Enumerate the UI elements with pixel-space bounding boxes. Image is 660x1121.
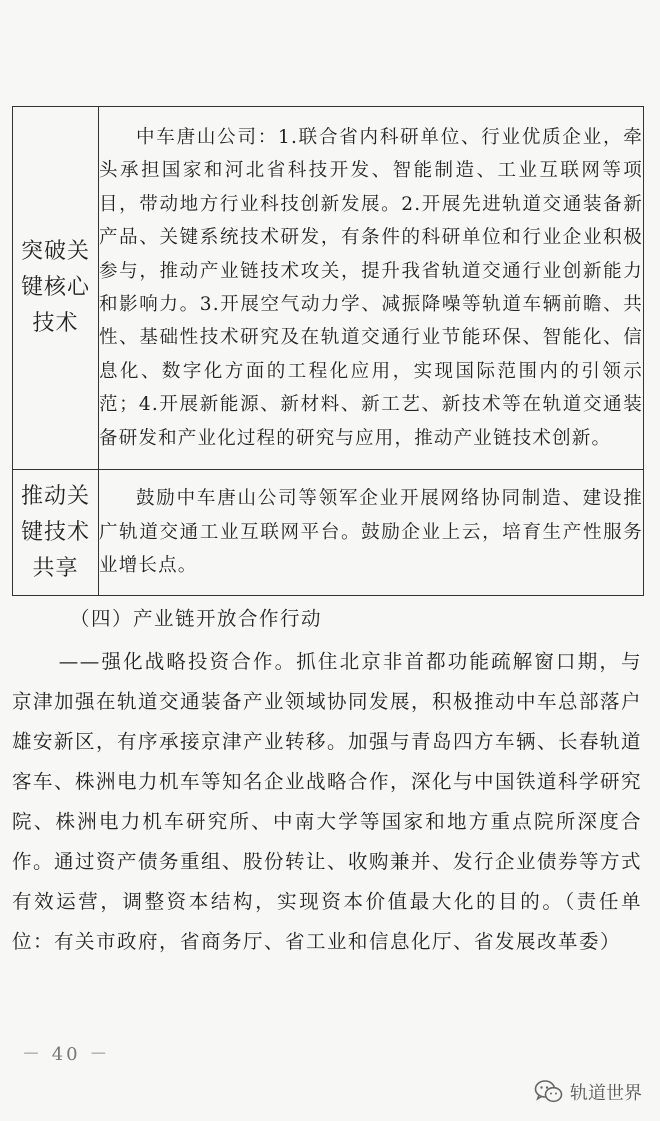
category-line: 推动关	[20, 483, 90, 509]
policy-table	[12, 106, 644, 596]
table-row	[13, 470, 644, 596]
category-cell	[13, 107, 99, 470]
category-line: 共享	[32, 555, 79, 581]
watermark-text: 轨道世界	[570, 1083, 642, 1104]
description-cell	[99, 470, 644, 596]
category-line: 技术	[32, 311, 79, 336]
watermark	[534, 1079, 642, 1105]
category-cell	[13, 470, 99, 596]
page-number: － 40 －	[22, 1044, 111, 1065]
section-body	[12, 642, 642, 962]
description-text: 中车唐山公司：1.联合省内科研单位、行业优质企业，牵头承担国家和河北省科技开发、智能制造、工业互联网等项目，带动地方行业科技创新发展。2.开展先进轨道交通装备新产品、关键系统技术研发，有条件的科研单位和行业企业积极参与，推动产业链技术攻关，提升我省轨道交通行业创新能力和影响力。3.开展空气动力学、减振降噪等轨道车辆前瞻、共性、基础性技术研究及在轨道交通行业节能环保、智能化、信息化、数字化方面的工程化应用，实现国际范围内的引领示范；4.开展新能源、新材料、新工艺、新技术等在轨道交通装备研发和产业化过程的研究与应用，推动产业链技术创新。	[99, 126, 643, 449]
table-row	[13, 107, 644, 470]
section-paragraph: ——强化战略投资合作。抓住北京非首都功能疏解窗口期，与京津加强在轨道交通装备产业领域协同发展，积极推动中车总部落户雄安新区，有序承接京津产业转移。加强与青岛四方车辆、长春轨道客车、株洲电力机车等知名企业战略合作，深化与中国铁道科学研究院、株洲电力机车研究所、中南大学等国家和地方重点院所深度合作。通过资产债务重组、股份转让、收购兼并、发行企业债券等方式有效运营，调整资本结构，实现资本价值最大化的目的。（责任单位：有关市政府，省商务厅、省工业和信息化厅、省发展改革委）	[12, 650, 643, 953]
category-line: 键技术	[20, 519, 90, 545]
section-heading: （四）产业链开放合作行动	[70, 607, 323, 630]
category-line: 键核心	[20, 275, 90, 300]
wechat-official-account-icon	[534, 1079, 564, 1105]
description-text: 鼓励中车唐山公司等领军企业开展网络协同制造、建设推广轨道交通工业互联网平台。鼓励企业上云，培育生产性服务业增长点。	[99, 488, 643, 577]
category-line: 突破关	[20, 239, 90, 264]
description-cell	[99, 107, 644, 470]
